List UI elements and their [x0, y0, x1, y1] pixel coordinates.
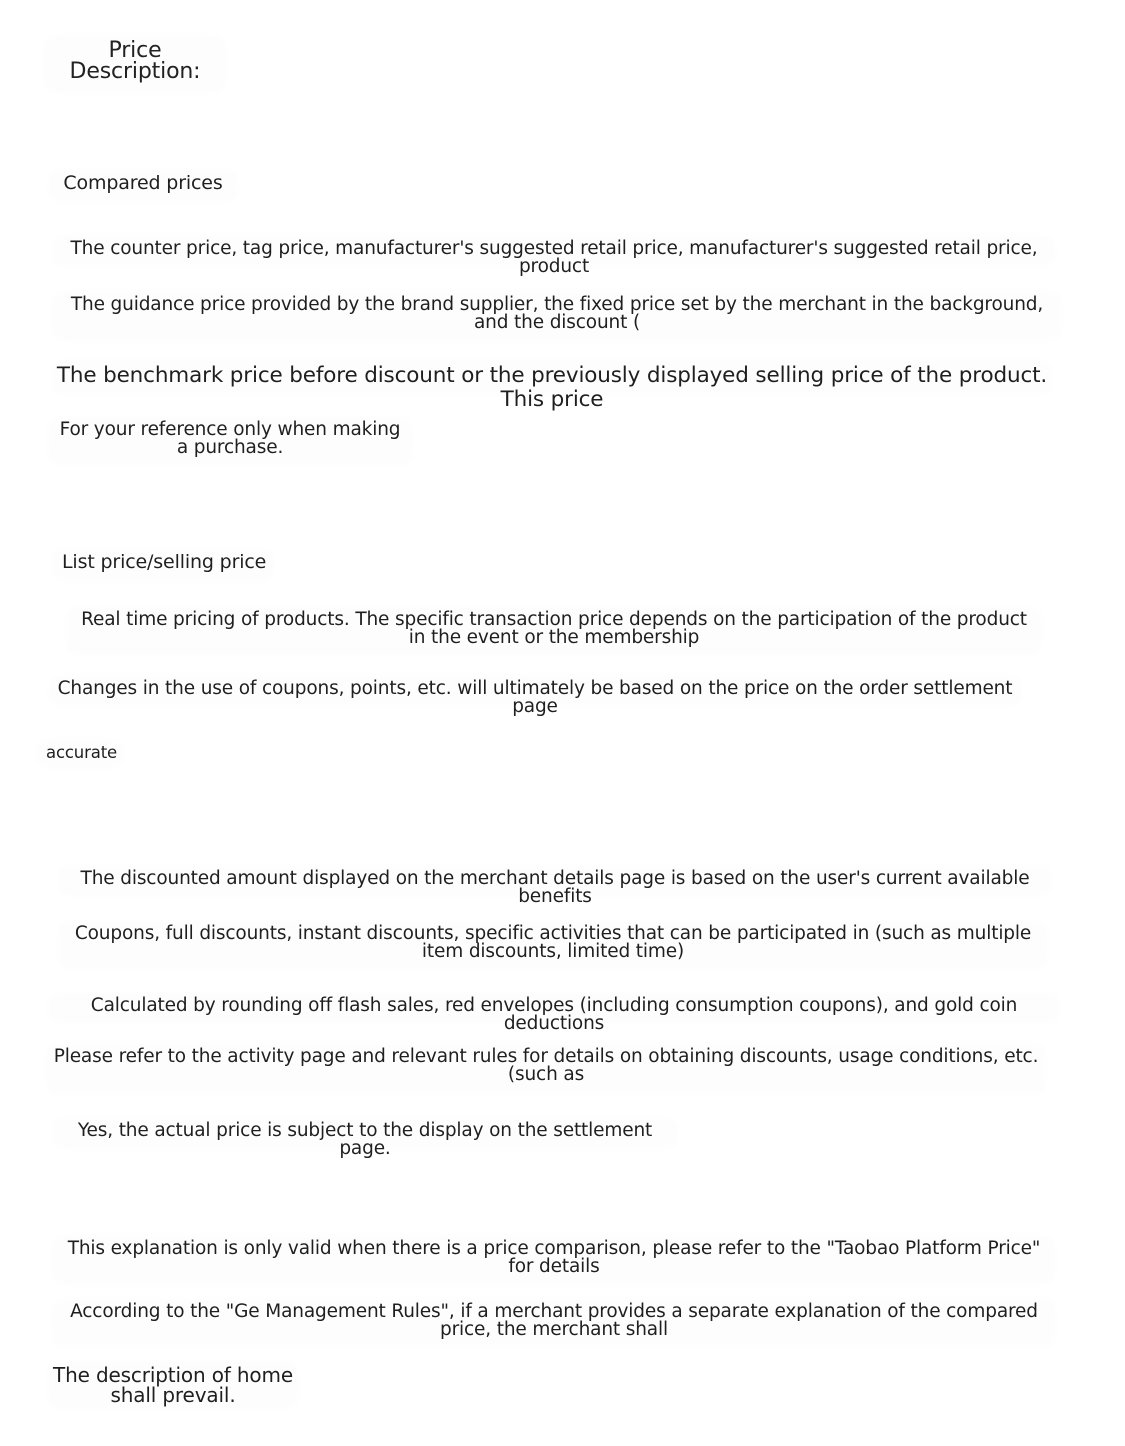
note-line-2: According to the "Ge Management Rules", if a merchant provides a separate explanation of the compared price, the merchant shall	[56, 1303, 1052, 1343]
list-price-heading: List price/selling price	[56, 553, 270, 577]
compared-prices-heading: Compared prices	[52, 174, 234, 198]
compared-line-3: The benchmark price before discount or the previously displayed selling price of the product. This price	[56, 363, 1048, 412]
compared-line-1: The counter price, tag price, manufacturer's suggested retail price, manufacturer's suggested retail price, product	[56, 240, 1052, 262]
page-title: Price Description:	[48, 40, 222, 88]
discount-line-3: Calculated by rounding off flash sales, red envelopes (including consumption coupons), and gold coin deductions	[52, 997, 1056, 1019]
list-line-1: Real time pricing of products. The specific transaction price depends on the participation of the product in the event or the membership	[70, 611, 1038, 651]
compared-line-4: For your reference only when making a purchase.	[52, 421, 408, 461]
compared-line-2: The guidance price provided by the brand supplier, the fixed price set by the merchant in the background, and the discount (	[56, 296, 1058, 336]
list-line-3: accurate	[40, 744, 120, 764]
note-line-1: This explanation is only valid when there is a price comparison, please refer to the "Taobao Platform Price" for details	[56, 1240, 1052, 1280]
discount-line-4: Please refer to the activity page and relevant rules for details on obtaining discounts, usage conditions, etc. (such as	[50, 1048, 1042, 1090]
discount-line-2: Coupons, full discounts, instant discounts, specific activities that can be participated in (such as multiple item discounts, limited time)	[62, 925, 1044, 965]
list-line-2: Changes in the use of coupons, points, etc. will ultimately be based on the price on the order settlement page	[52, 680, 1018, 702]
discount-line-1: The discounted amount displayed on the merchant details page is based on the user's current available benefits	[62, 870, 1048, 892]
note-line-3: The description of home shall prevail.	[53, 1363, 293, 1407]
discount-line-5: Yes, the actual price is subject to the display on the settlement page.	[56, 1122, 674, 1144]
